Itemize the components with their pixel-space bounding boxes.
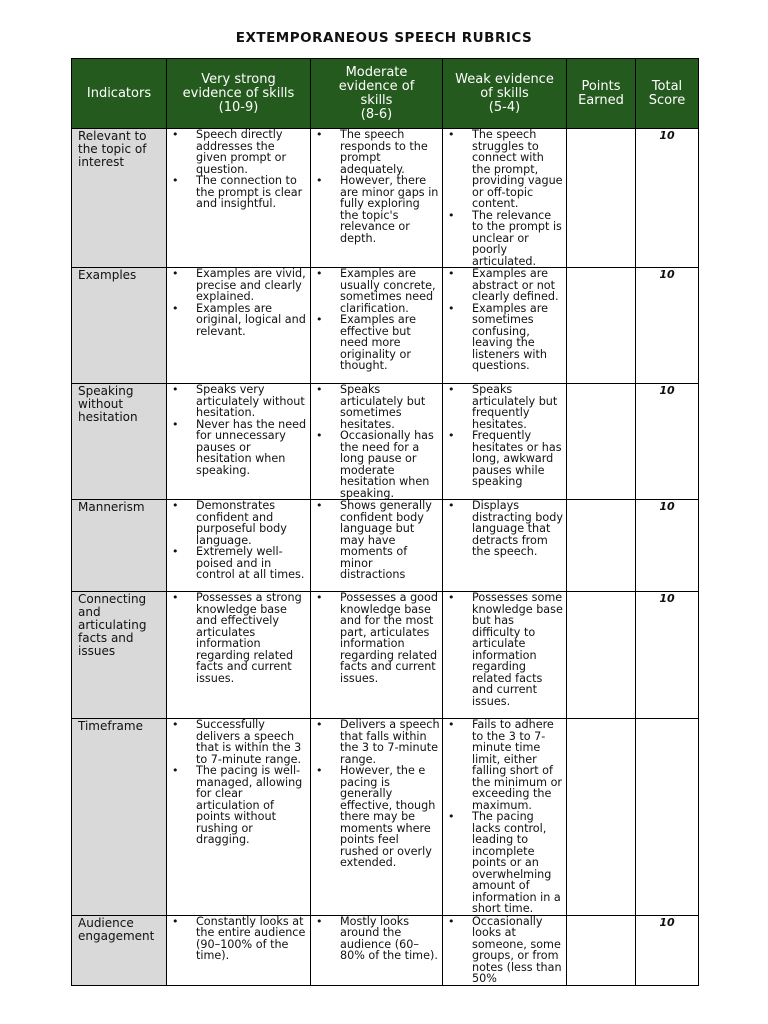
bullet-item: • Shows generally confident body language but may have moments of minor distractions: [311, 500, 442, 581]
moderate-evidence-cell: [311, 592, 443, 719]
bullet-item: • However, there are minor gaps in fully exploring the topic's relevance or depth.: [311, 175, 442, 244]
rubric-row: [72, 500, 699, 592]
strong-evidence-cell: [167, 500, 311, 592]
bullet-item: • Delivers a speech that falls within the 3 to 7-minute range.: [311, 719, 442, 765]
weak-evidence-cell: [443, 268, 567, 384]
total-score-cell: 10: [636, 268, 699, 384]
bullet-list: [311, 500, 442, 581]
bullet-list: [311, 129, 442, 244]
bullet-item: • The connection to the prompt is clear and insightful.: [167, 175, 310, 210]
bullet-item: • Occasionally has the need for a long pause or moderate hesitation when speaking.: [311, 430, 442, 499]
bullet-item: • Examples are usually concrete, sometimes need clarification.: [311, 268, 442, 314]
bullet-item: • Possesses some knowledge base but has difficulty to articulate information regarding related facts and current issues.: [443, 592, 566, 707]
bullet-list: [311, 268, 442, 372]
bullet-item: • Never has the need for unnecessary pauses or hesitation when speaking.: [167, 419, 310, 477]
moderate-evidence-cell: [311, 129, 443, 268]
total-score-cell: 10: [636, 129, 699, 268]
bullet-item: • Frequently hesitates or has long, awkward pauses while speaking: [443, 430, 566, 488]
bullet-item: • Speech directly addresses the given prompt or question.: [167, 129, 310, 175]
bullet-item: • Examples are original, logical and relevant.: [167, 303, 310, 338]
header-indicators: Indicators: [72, 59, 167, 129]
bullet-item: • Occasionally looks at someone, some groups, or from notes (less than 50%: [443, 916, 566, 985]
header-weak: Weak evidence of skills (5-4): [443, 59, 567, 129]
rubric-row: [72, 719, 699, 916]
bullet-item: • Possesses a strong knowledge base and effectively articulates information regarding related facts and current issues.: [167, 592, 310, 684]
bullet-list: [167, 268, 310, 337]
header-total-score: Total Score: [636, 59, 699, 129]
bullet-item: • Demonstrates confident and purposeful body language.: [167, 500, 310, 546]
bullet-item: • However, the e pacing is generally effective, though there may be moments where points feel rushed or overly extended.: [311, 765, 442, 869]
weak-evidence-cell: [443, 129, 567, 268]
indicator-cell: Relevant to the topic of interest: [72, 129, 167, 268]
bullet-list: [311, 592, 442, 684]
weak-evidence-cell: [443, 500, 567, 592]
rubric-row: [72, 915, 699, 985]
bullet-list: [443, 500, 566, 558]
total-score-cell: 10: [636, 592, 699, 719]
bullet-list: [443, 916, 566, 985]
bullet-list: [443, 384, 566, 488]
points-earned-cell[interactable]: [567, 384, 636, 500]
weak-evidence-cell: [443, 384, 567, 500]
bullet-list: [443, 268, 566, 372]
moderate-evidence-cell: [311, 384, 443, 500]
strong-evidence-cell: [167, 384, 311, 500]
bullet-item: • Speaks articulately but frequently hesitates.: [443, 384, 566, 430]
bullet-item: • Successfully delivers a speech that is within the 3 to 7-minute range.: [167, 719, 310, 765]
bullet-item: • Speaks articulately but sometimes hesitates.: [311, 384, 442, 430]
bullet-item: • The relevance to the prompt is unclear or poorly articulated.: [443, 210, 566, 268]
bullet-item: • The pacing is well-managed, allowing for clear articulation of points without rushing or dragging.: [167, 765, 310, 846]
bullet-item: • Fails to adhere to the 3 to 7-minute time limit, either falling short of the minimum or exceeding the maximum.: [443, 719, 566, 811]
indicator-cell: Connecting and articulating facts and issues: [72, 592, 167, 719]
bullet-item: • Constantly looks at the entire audience (90–100% of the time).: [167, 916, 310, 962]
bullet-item: • The pacing lacks control, leading to incomplete points or an overwhelming amount of information in a short time.: [443, 811, 566, 915]
points-earned-cell[interactable]: [567, 500, 636, 592]
points-earned-cell[interactable]: [567, 592, 636, 719]
indicator-cell: Examples: [72, 268, 167, 384]
rubric-row: [72, 592, 699, 719]
bullet-item: • Possesses a good knowledge base and for the most part, articulates information regarding related facts and current issues.: [311, 592, 442, 684]
rubric-table: [71, 58, 699, 986]
bullet-item: • Examples are effective but need more originality or thought.: [311, 314, 442, 372]
weak-evidence-cell: [443, 719, 567, 916]
total-score-cell: 10: [636, 500, 699, 592]
bullet-list: [167, 384, 310, 476]
total-score-cell: [636, 719, 699, 916]
rubric-row: [72, 129, 699, 268]
points-earned-cell[interactable]: [567, 129, 636, 268]
moderate-evidence-cell: [311, 915, 443, 985]
indicator-cell: Mannerism: [72, 500, 167, 592]
moderate-evidence-cell: [311, 500, 443, 592]
moderate-evidence-cell: [311, 719, 443, 916]
bullet-item: • The speech struggles to connect with the prompt, providing vague or off-topic content.: [443, 129, 566, 210]
bullet-list: [311, 916, 442, 962]
bullet-list: [167, 916, 310, 962]
total-score-cell: 10: [636, 915, 699, 985]
weak-evidence-cell: [443, 915, 567, 985]
bullet-item: • Extremely well-poised and in control at all times.: [167, 546, 310, 581]
strong-evidence-cell: [167, 719, 311, 916]
bullet-list: [311, 719, 442, 869]
bullet-list: [311, 384, 442, 499]
header-row: [72, 59, 699, 129]
bullet-list: [167, 719, 310, 846]
weak-evidence-cell: [443, 592, 567, 719]
bullet-list: [167, 500, 310, 581]
bullet-item: • The speech responds to the prompt adequately.: [311, 129, 442, 175]
bullet-list: [167, 592, 310, 684]
bullet-item: • Examples are abstract or not clearly defined.: [443, 268, 566, 303]
strong-evidence-cell: [167, 268, 311, 384]
strong-evidence-cell: [167, 129, 311, 268]
indicator-cell: Timeframe: [72, 719, 167, 916]
indicator-cell: Speaking without hesitation: [72, 384, 167, 500]
strong-evidence-cell: [167, 592, 311, 719]
bullet-list: [443, 129, 566, 267]
strong-evidence-cell: [167, 915, 311, 985]
header-very-strong: Very strong evidence of skills (10-9): [167, 59, 311, 129]
header-moderate: Moderate evidence of skills (8-6): [311, 59, 443, 129]
bullet-list: [167, 129, 310, 210]
rubric-row: [72, 384, 699, 500]
bullet-item: • Mostly looks around the audience (60–80% of the time).: [311, 916, 442, 962]
rubric-row: [72, 268, 699, 384]
bullet-item: • Examples are vivid, precise and clearly explained.: [167, 268, 310, 303]
bullet-list: [443, 719, 566, 915]
bullet-item: • Examples are sometimes confusing, leaving the listeners with questions.: [443, 303, 566, 372]
indicator-cell: Audience engagement: [72, 915, 167, 985]
total-score-cell: 10: [636, 384, 699, 500]
page-title: EXTEMPORANEOUS SPEECH RUBRICS: [235, 30, 533, 46]
header-points-earned: Points Earned: [567, 59, 636, 129]
points-earned-cell[interactable]: [567, 915, 636, 985]
bullet-item: • Displays distracting body language that detracts from the speech.: [443, 500, 566, 558]
points-earned-cell[interactable]: [567, 268, 636, 384]
bullet-item: • Speaks very articulately without hesitation.: [167, 384, 310, 419]
bullet-list: [443, 592, 566, 707]
points-earned-cell[interactable]: [567, 719, 636, 916]
moderate-evidence-cell: [311, 268, 443, 384]
